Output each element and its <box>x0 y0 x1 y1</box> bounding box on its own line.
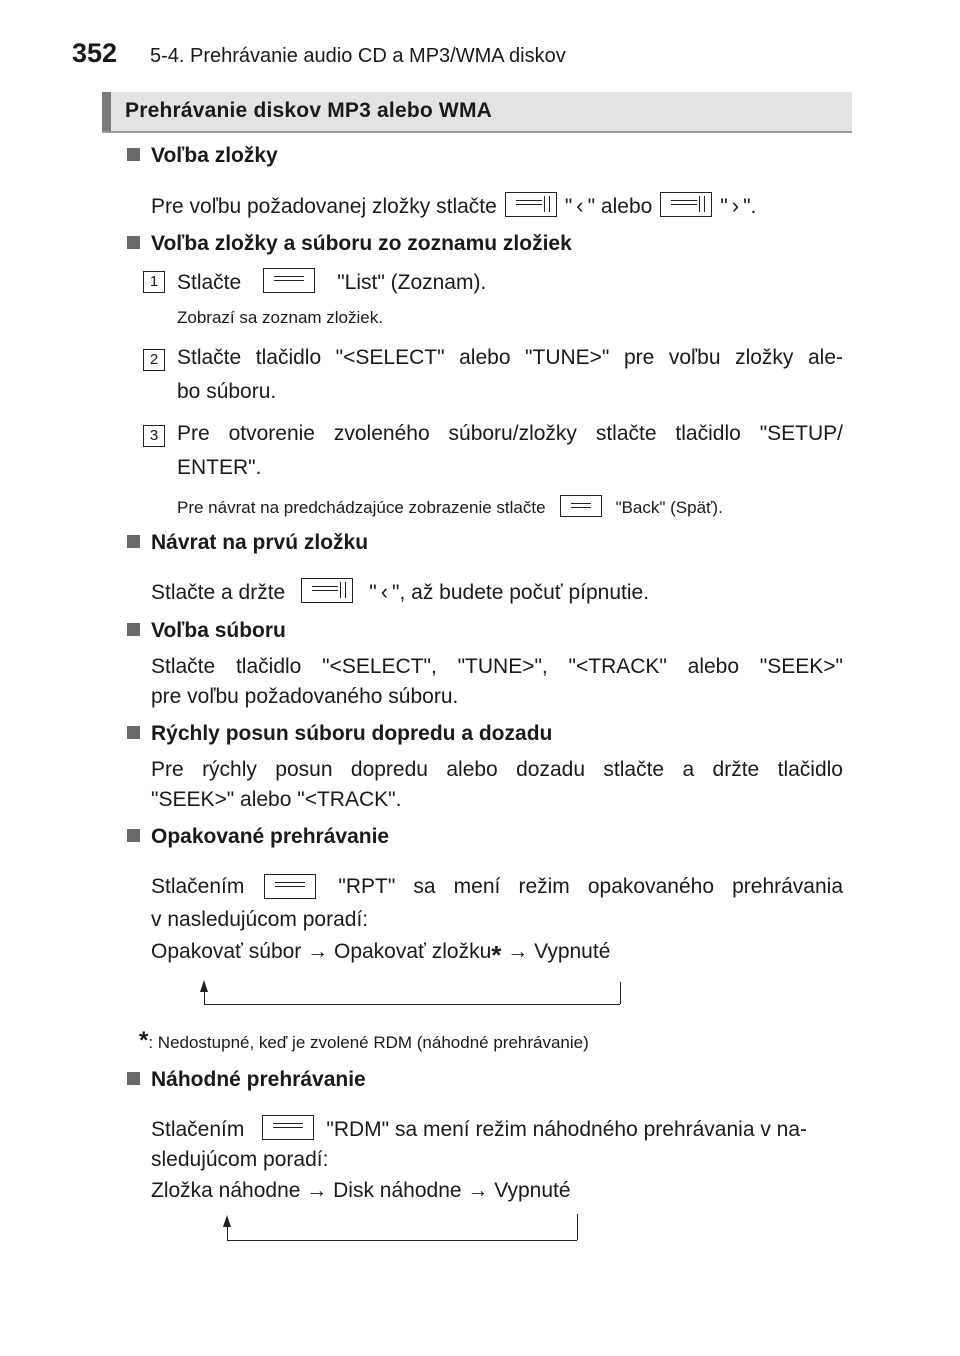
arrow-right-icon: → <box>306 1179 328 1202</box>
loop-line <box>577 1214 578 1240</box>
fast-seek-line1: Pre rýchly posun dopredu alebo dozadu stlačte a držte tlačidlo <box>151 758 843 781</box>
rpt-button-icon <box>264 874 316 899</box>
bullet-square-icon <box>127 1072 140 1085</box>
section-title-bar <box>102 92 852 132</box>
repeat-sequence: Opakovať súbor → Opakovať zložku* → Vypnuté <box>151 940 611 970</box>
arrow-right-icon: → <box>507 940 529 963</box>
loop-line <box>204 990 205 1004</box>
list-button-icon <box>263 268 315 293</box>
folder-select-text: Pre voľbu požadovanej zložky stlačte " ‹ " alebo " › ". <box>151 193 757 218</box>
fast-seek-line2: "SEEK>" alebo "<TRACK". <box>151 788 402 811</box>
back-note: Pre návrat na predchádzajúce zobrazenie stlačte "Back" (Späť). <box>177 495 723 518</box>
bullet-square-icon <box>127 726 140 739</box>
step1-note: Zobrazí sa zoznam zložiek. <box>177 308 383 327</box>
section-title: Prehrávanie diskov MP3 alebo WMA <box>125 99 493 122</box>
chapter-title: 5-4. Prehrávanie audio CD a MP3/WMA diskov <box>150 45 566 67</box>
heading-file-select: Voľba súboru <box>127 619 286 643</box>
bullet-square-icon <box>127 535 140 548</box>
chevron-left-icon: ‹ <box>576 193 584 218</box>
heading-random: Náhodné prehrávanie <box>127 1068 366 1092</box>
loop-line <box>204 1004 620 1005</box>
repeat-line1: Stlačením "RPT" sa mení režim opakovaného prehrávania <box>151 874 843 898</box>
heading-folder-select: Voľba zložky <box>127 144 278 168</box>
bullet-square-icon <box>127 623 140 636</box>
arrow-right-icon: → <box>467 1179 489 1202</box>
file-select-line1: Stlačte tlačidlo "<SELECT", "TUNE>", "<TRACK" alebo "SEEK>" <box>151 655 843 678</box>
rdm-button-icon <box>262 1115 314 1140</box>
repeat-line2: v nasledujúcom poradí: <box>151 908 369 931</box>
step3-line2: ENTER". <box>177 456 262 479</box>
section-underline <box>102 131 852 133</box>
step1-text: Stlačte "List" (Zoznam). <box>177 268 486 295</box>
loop-line <box>227 1225 228 1240</box>
bullet-square-icon <box>127 236 140 249</box>
step-number-2: 2 <box>143 349 165 371</box>
step2-line1: Stlačte tlačidlo "<SELECT" alebo "TUNE>" pre voľbu zložky ale- <box>177 346 843 369</box>
heading-repeat: Opakované prehrávanie <box>127 825 389 849</box>
arrow-right-icon: → <box>307 940 329 963</box>
step2-line2: bo súboru. <box>177 380 277 403</box>
heading-folder-list: Voľba zložky a súboru zo zoznamu zložiek <box>127 232 572 256</box>
file-select-line2: pre voľbu požadovaného súboru. <box>151 685 459 708</box>
chevron-right-icon: › <box>731 193 740 218</box>
heading-fast-seek: Rýchly posun súboru dopredu a dozadu <box>127 722 552 746</box>
random-line2: sledujúcom poradí: <box>151 1148 329 1171</box>
step-number-3: 3 <box>143 425 165 447</box>
chevron-left-icon: ‹ <box>380 579 389 604</box>
footnote: *: Nedostupné, keď je zvolené RDM (náhodné prehrávanie) <box>139 1027 589 1054</box>
step3-line1: Pre otvorenie zvoleného súboru/zložky stlačte tlačidlo "SETUP/ <box>177 422 843 445</box>
seek-button-icon <box>660 192 712 217</box>
seek-button-icon <box>301 578 353 603</box>
page-number: 352 <box>72 38 118 68</box>
loop-line <box>227 1240 577 1241</box>
loop-line <box>620 982 621 1004</box>
heading-first-folder: Návrat na prvú zložku <box>127 531 368 555</box>
seek-button-icon <box>505 192 557 217</box>
back-button-icon <box>560 495 602 517</box>
bullet-square-icon <box>127 829 140 842</box>
random-line1: Stlačením "RDM" sa mení režim náhodného prehrávania v na- <box>151 1115 807 1142</box>
step-number-1: 1 <box>143 271 165 293</box>
random-sequence: Zložka náhodne → Disk náhodne → Vypnuté <box>151 1179 571 1202</box>
bullet-square-icon <box>127 148 140 161</box>
first-folder-text: Stlačte a držte " ‹ ", až budete počuť pípnutie. <box>151 579 650 604</box>
